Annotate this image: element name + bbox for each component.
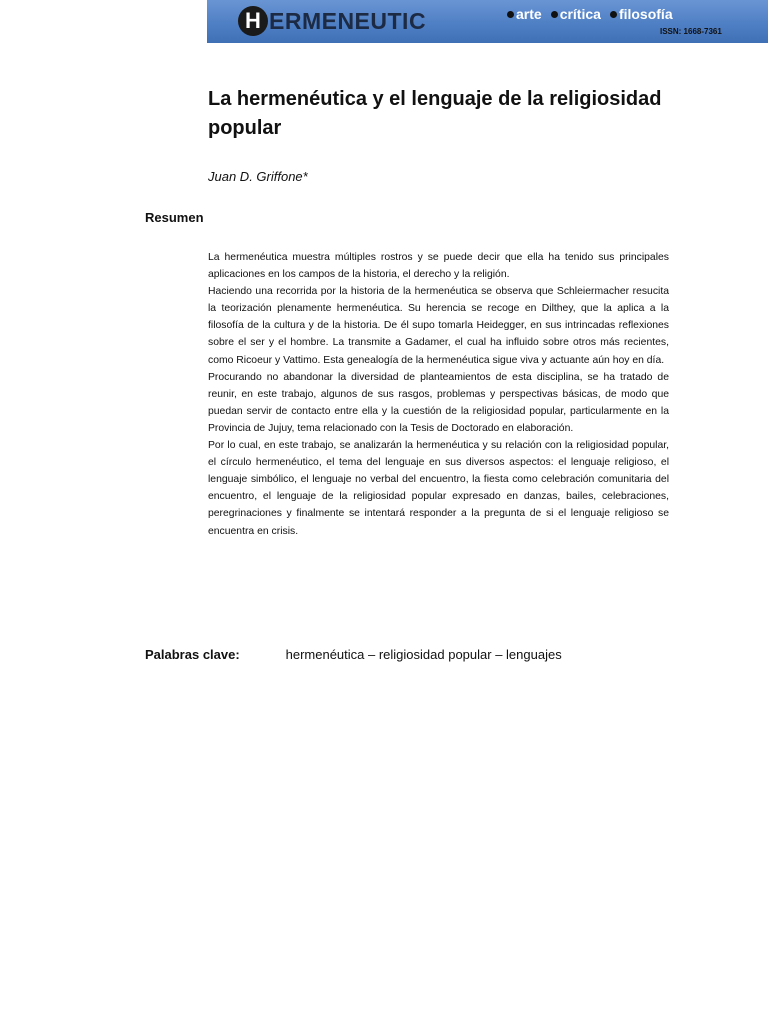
abstract-body [208, 249, 669, 540]
nav-label: filosofía [618, 6, 673, 22]
journal-logo [238, 5, 426, 37]
abstract-paragraph: Haciendo una recorrida por la historia de la hermenéutica se observa que Schleiermacher resucita la teorización plenamente hermenéutica. Su herencia se recoge en Dilthey, que la aplica a la filosofía de la cultura y de la historia. De él supo tomarla Heidegger, en sus intrincadas reflexiones sobre el ser y el hombre. La transmite a Gadamer, el cual ha influido sobre otros más recientes, como Ricoeur y Vattimo. Esta genealogía de la hermenéutica sigue viva y actuante aún hoy en día. [208, 286, 669, 366]
bullet-icon [551, 11, 558, 18]
journal-banner [207, 0, 768, 43]
bullet-icon [610, 11, 617, 18]
logo-text: ERMENEUTIC [269, 8, 427, 34]
keywords-row [145, 647, 562, 662]
nav-item-filosofia [610, 6, 673, 22]
nav-label: crítica [559, 6, 601, 22]
nav-label: arte [516, 6, 542, 22]
bullet-icon [507, 11, 514, 18]
abstract-paragraph: Por lo cual, en este trabajo, se analizarán la hermenéutica y su relación con la religiosidad popular, el círculo hermenéutico, el tema del lenguaje en sus diversos aspectos: el lenguaje religioso, el lenguaje simbólico, el lenguaje no verbal del encuentro, la fiesta como celebración comunitaria del encuentro, el lenguaje de la religiosidad popular expresado en danzas, bailes, celebraciones, peregrinaciones y finalmente se intentará responder a la pregunta de si el lenguaje religioso se encuentra en crisis. [208, 440, 669, 537]
abstract-paragraph: La hermenéutica muestra múltiples rostros y se puede decir que ella ha tenido sus principales aplicaciones en los campos de la historia, el derecho y la religión. [208, 252, 669, 281]
article-title: La hermenéutica y el lenguaje de la religiosidad popular [208, 88, 662, 139]
abstract-heading: Resumen [145, 210, 204, 225]
logo-letter: H [238, 6, 268, 36]
nav-item-critica [551, 6, 601, 22]
banner-nav [507, 6, 673, 22]
keywords-label: Palabras clave: [145, 647, 240, 662]
issn-number: ISSN: 1668-7361 [660, 27, 722, 36]
abstract-paragraph: Procurando no abandonar la diversidad de planteamientos de esta disciplina, se ha tratado de reunir, en este trabajo, algunos de sus rasgos, problemas y perspectivas básicas, de modo que puedan servir de contacto entre ella y la cuestión de la religiosidad popular, particularmente en la Provincia de Jujuy, tema relacionado con la Tesis de Doctorado en elaboración. [208, 371, 669, 434]
keywords-list: hermenéutica – religiosidad popular – lenguajes [285, 647, 562, 662]
nav-item-arte [507, 6, 542, 22]
article-author: Juan D. Griffone* [208, 169, 308, 184]
